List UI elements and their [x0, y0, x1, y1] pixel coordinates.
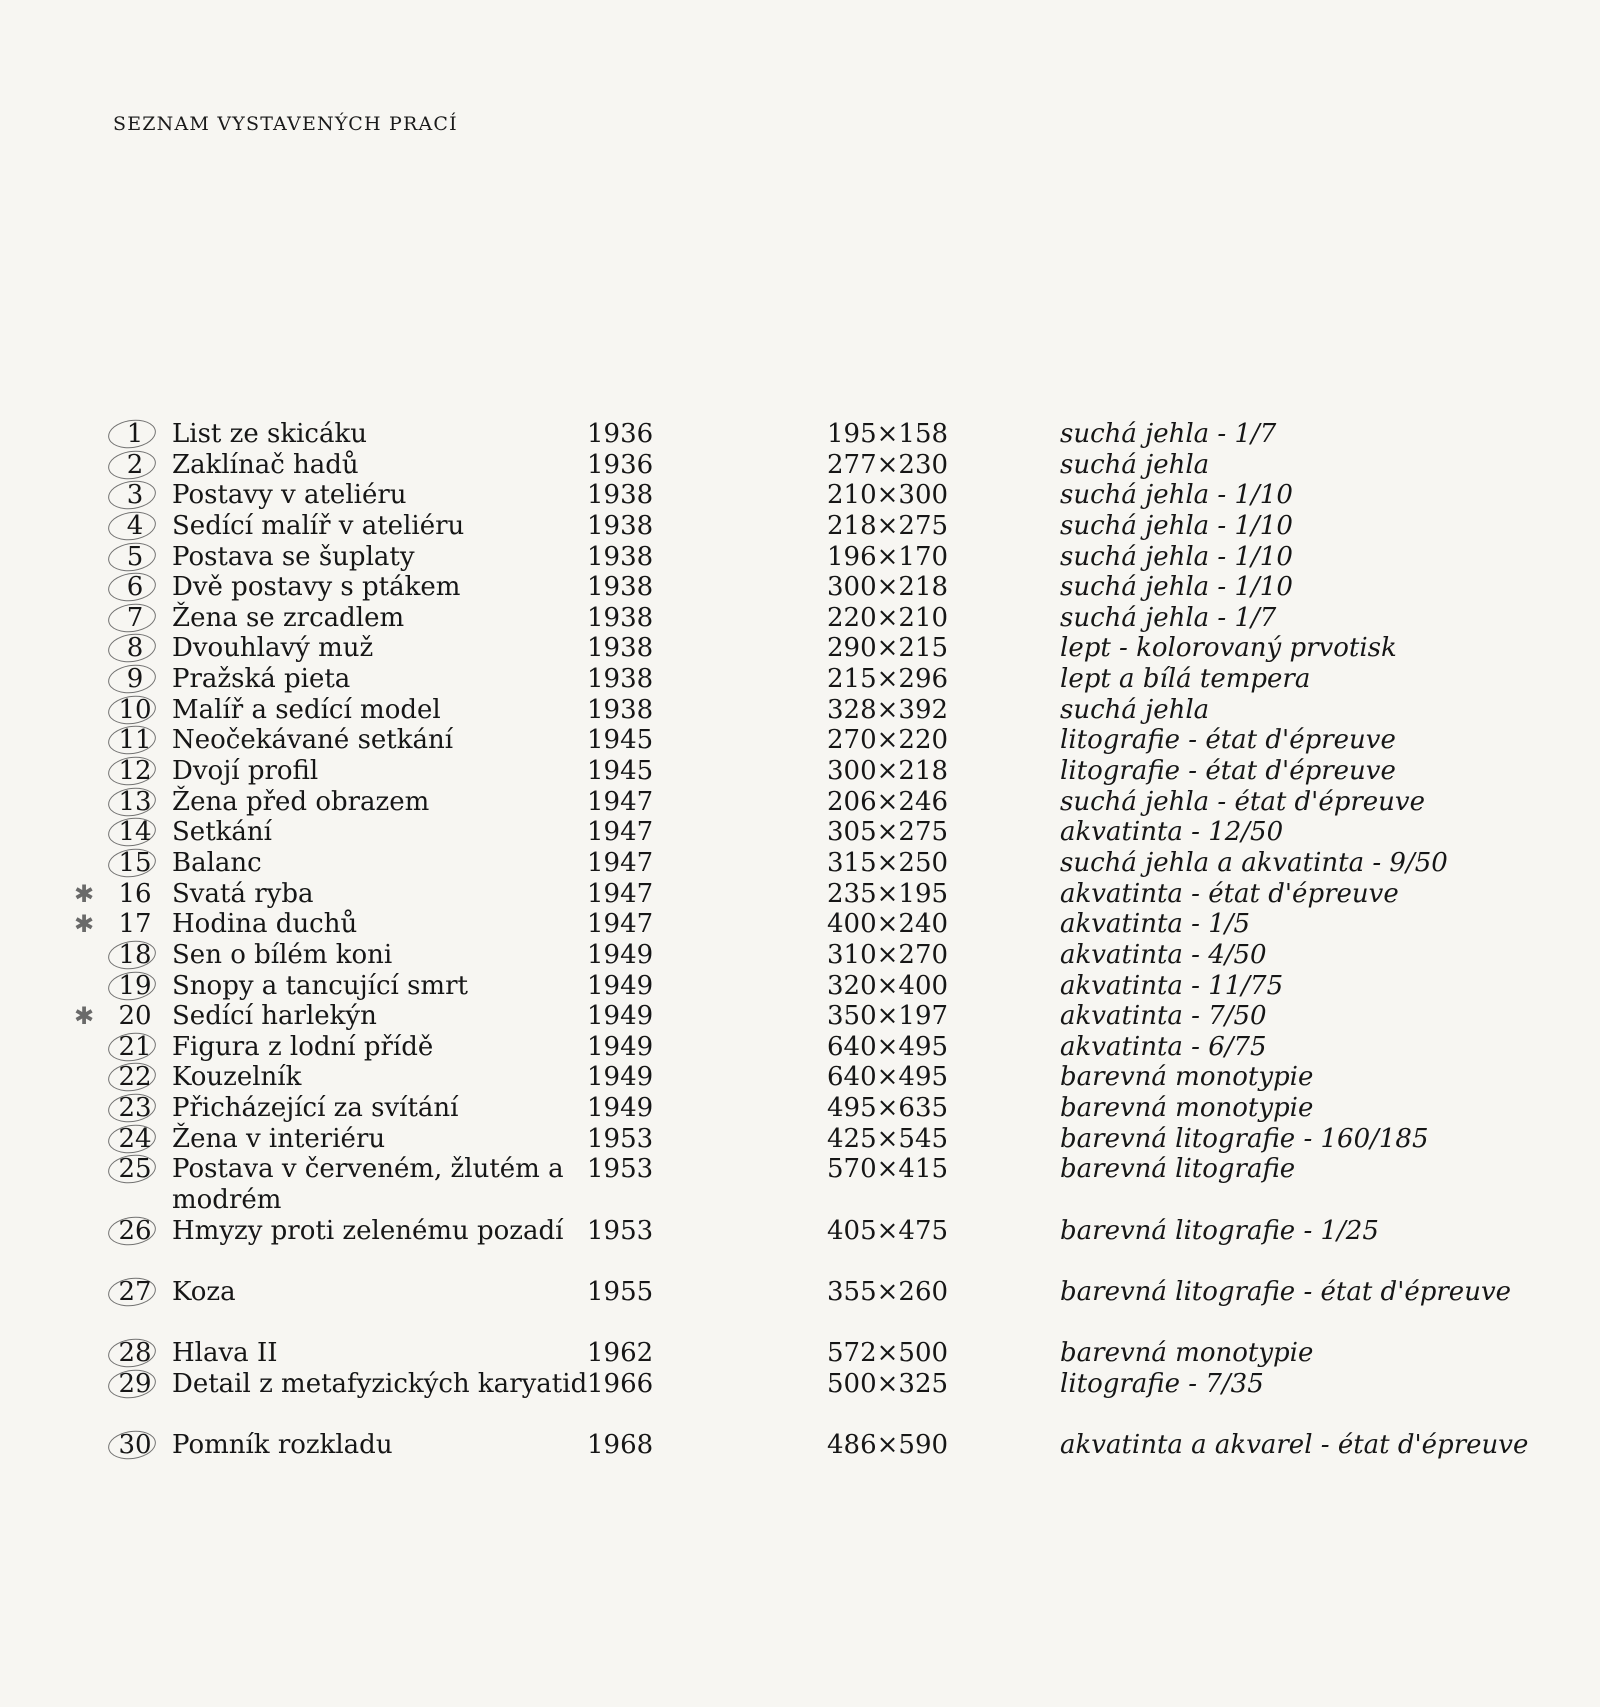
item-technique: barevná litografie	[1060, 1154, 1296, 1185]
item-year: 1968	[587, 1430, 654, 1461]
item-year: 1945	[587, 756, 654, 787]
item-dimensions: 196×170	[827, 541, 949, 572]
item-year: 1953	[587, 1154, 654, 1185]
list-item	[0, 940, 1600, 971]
item-title: Sen o bílém koni	[172, 939, 393, 970]
item-title: Žena se zrcadlem	[172, 602, 405, 633]
item-technique: suchá jehla - 1/10	[1060, 541, 1293, 572]
list-item	[0, 511, 1600, 542]
item-number: 9	[126, 664, 144, 695]
item-number: 26	[118, 1215, 152, 1246]
item-number: 5	[126, 541, 144, 572]
list-item	[0, 756, 1600, 787]
list-item	[0, 1032, 1600, 1063]
item-technique: suchá jehla - 1/7	[1060, 419, 1277, 449]
item-title: Pražská pieta	[172, 664, 351, 695]
item-year: 1949	[587, 1001, 654, 1032]
item-title: Malíř a sedící model	[172, 694, 441, 725]
item-technique: lept a bílá tempera	[1060, 664, 1311, 695]
item-year: 1945	[587, 725, 654, 756]
item-technique: barevná litografie - état d'épreuve	[1060, 1276, 1512, 1307]
item-number: 10	[118, 694, 152, 725]
list-item	[0, 1338, 1600, 1369]
item-number: 14	[118, 817, 152, 848]
item-dimensions: 305×275	[827, 817, 949, 848]
item-title: Postavy v ateliéru	[172, 480, 407, 511]
item-dimensions: 315×250	[827, 847, 949, 878]
item-title: Neočekávané setkání	[172, 725, 454, 756]
item-number: 6	[126, 572, 144, 603]
item-technique: suchá jehla - état d'épreuve	[1060, 786, 1425, 817]
item-year: 1949	[587, 939, 654, 970]
item-year: 1949	[587, 1062, 654, 1093]
item-number: 12	[118, 756, 152, 787]
item-year: 1953	[587, 1123, 654, 1154]
item-technique: suchá jehla	[1060, 449, 1210, 480]
list-item	[0, 909, 1600, 940]
item-dimensions: 300×218	[827, 756, 949, 787]
list-item	[0, 879, 1600, 910]
item-year: 1947	[587, 847, 654, 878]
item-technique: suchá jehla a akvatinta - 9/50	[1060, 847, 1448, 878]
item-title: Sedící malíř v ateliéru	[172, 510, 465, 541]
item-title: Žena před obrazem	[172, 786, 430, 817]
item-title: Balanc	[172, 847, 262, 878]
list-item	[0, 633, 1600, 664]
list-item	[0, 1277, 1600, 1338]
item-number: 2	[126, 449, 144, 480]
item-number: 11	[118, 725, 152, 756]
item-title: Hlava II	[172, 1338, 278, 1369]
item-dimensions: 210×300	[827, 480, 949, 511]
item-technique: litografie - état d'épreuve	[1060, 725, 1396, 756]
item-technique: lept - kolorovaný prvotisk	[1060, 633, 1397, 664]
item-year: 1936	[587, 419, 654, 449]
list-item	[0, 1216, 1600, 1277]
item-dimensions: 235×195	[827, 878, 949, 909]
item-number: 16	[118, 878, 152, 909]
pencil-asterisk-mark: ✱	[74, 910, 95, 939]
item-technique: akvatinta - 4/50	[1060, 939, 1267, 970]
item-technique: akvatinta - 11/75	[1060, 970, 1284, 1001]
list-item	[0, 480, 1600, 511]
item-title: Koza	[172, 1276, 236, 1307]
item-title: Postava se šuplaty	[172, 541, 415, 572]
item-dimensions: 640×495	[827, 1031, 949, 1062]
item-dimensions: 486×590	[827, 1430, 949, 1461]
item-dimensions: 300×218	[827, 572, 949, 603]
item-technique: suchá jehla - 1/7	[1060, 602, 1277, 633]
item-year: 1938	[587, 694, 654, 725]
item-dimensions: 195×158	[827, 419, 949, 449]
item-title: Zaklínač hadů	[172, 449, 359, 480]
item-technique: akvatinta - état d'épreuve	[1060, 878, 1399, 909]
item-number: 15	[118, 847, 152, 878]
item-dimensions: 640×495	[827, 1062, 949, 1093]
item-title: List ze skicáku	[172, 419, 367, 449]
item-dimensions: 218×275	[827, 510, 949, 541]
item-title: Postava v červeném, žlutém a modrém	[172, 1154, 564, 1216]
item-year: 1938	[587, 602, 654, 633]
item-title: Kouzelník	[172, 1062, 302, 1093]
item-number: 29	[118, 1368, 152, 1399]
list-item	[0, 1001, 1600, 1032]
list-item	[0, 817, 1600, 848]
item-title: Svatá ryba	[172, 878, 314, 909]
item-number: 20	[118, 1001, 152, 1032]
item-number: 4	[126, 510, 144, 541]
item-title: Pomník rozkladu	[172, 1430, 393, 1461]
list-item	[0, 1369, 1600, 1430]
pencil-asterisk-mark: ✱	[74, 879, 95, 908]
item-year: 1953	[587, 1215, 654, 1246]
item-title: Detail z metafyzických karyatid	[172, 1368, 588, 1399]
list-item	[0, 1062, 1600, 1093]
list-item	[0, 971, 1600, 1002]
item-number: 17	[118, 909, 152, 940]
item-number: 22	[118, 1062, 152, 1093]
item-technique: suchá jehla	[1060, 694, 1210, 725]
item-number: 1	[126, 419, 144, 449]
item-title: Žena v interiéru	[172, 1123, 386, 1154]
list-item	[0, 1093, 1600, 1124]
item-dimensions: 215×296	[827, 664, 949, 695]
item-dimensions: 277×230	[827, 449, 949, 480]
item-number: 27	[118, 1276, 152, 1307]
item-dimensions: 328×392	[827, 694, 949, 725]
list-item	[0, 603, 1600, 634]
item-number: 21	[118, 1031, 152, 1062]
item-dimensions: 220×210	[827, 602, 949, 633]
item-technique: barevná monotypie	[1060, 1338, 1314, 1369]
item-technique: akvatinta - 12/50	[1060, 817, 1284, 848]
item-technique: suchá jehla - 1/10	[1060, 572, 1293, 603]
works-list	[0, 419, 1600, 1492]
list-item	[0, 419, 1600, 450]
item-number: 19	[118, 970, 152, 1001]
item-number: 18	[118, 939, 152, 970]
page-title: SEZNAM VYSTAVENÝCH PRACÍ	[113, 113, 458, 135]
item-year: 1955	[587, 1276, 654, 1307]
item-dimensions: 495×635	[827, 1093, 949, 1124]
list-item	[0, 1154, 1600, 1215]
item-technique: barevná monotypie	[1060, 1093, 1314, 1124]
item-technique: barevná litografie - 1/25	[1060, 1215, 1379, 1246]
item-number: 24	[118, 1123, 152, 1154]
item-dimensions: 355×260	[827, 1276, 949, 1307]
list-item	[0, 450, 1600, 481]
item-title: Setkání	[172, 817, 272, 848]
item-number: 30	[118, 1430, 152, 1461]
item-year: 1938	[587, 572, 654, 603]
list-item	[0, 725, 1600, 756]
item-technique: barevná litografie - 160/185	[1060, 1123, 1429, 1154]
item-year: 1949	[587, 1031, 654, 1062]
item-year: 1966	[587, 1368, 654, 1399]
item-technique: litografie - état d'épreuve	[1060, 756, 1396, 787]
item-year: 1947	[587, 786, 654, 817]
item-title: Dvě postavy s ptákem	[172, 572, 461, 603]
item-year: 1949	[587, 970, 654, 1001]
item-dimensions: 500×325	[827, 1368, 949, 1399]
item-dimensions: 350×197	[827, 1001, 949, 1032]
list-item	[0, 695, 1600, 726]
item-technique: suchá jehla - 1/10	[1060, 510, 1293, 541]
item-dimensions: 572×500	[827, 1338, 949, 1369]
list-item	[0, 787, 1600, 818]
list-item	[0, 1124, 1600, 1155]
item-title: Snopy a tancující smrt	[172, 970, 468, 1001]
item-dimensions: 206×246	[827, 786, 949, 817]
list-item	[0, 542, 1600, 573]
item-dimensions: 320×400	[827, 970, 949, 1001]
item-title: Hodina duchů	[172, 909, 358, 940]
item-year: 1938	[587, 541, 654, 572]
item-year: 1938	[587, 664, 654, 695]
item-title: Hmyzy proti zelenému pozadí	[172, 1215, 564, 1246]
item-dimensions: 570×415	[827, 1154, 949, 1185]
item-dimensions: 425×545	[827, 1123, 949, 1154]
item-title: Dvojí profil	[172, 756, 319, 787]
item-number: 28	[118, 1338, 152, 1369]
item-title: Sedící harlekýn	[172, 1001, 377, 1032]
item-number: 7	[126, 602, 144, 633]
item-technique: akvatinta - 6/75	[1060, 1031, 1267, 1062]
list-item	[0, 848, 1600, 879]
item-technique: akvatinta - 7/50	[1060, 1001, 1267, 1032]
item-dimensions: 405×475	[827, 1215, 949, 1246]
list-item	[0, 572, 1600, 603]
item-dimensions: 290×215	[827, 633, 949, 664]
item-year: 1938	[587, 480, 654, 511]
item-technique: litografie - 7/35	[1060, 1368, 1264, 1399]
item-technique: barevná monotypie	[1060, 1062, 1314, 1093]
item-year: 1947	[587, 817, 654, 848]
item-dimensions: 400×240	[827, 909, 949, 940]
item-year: 1947	[587, 909, 654, 940]
item-technique: suchá jehla - 1/10	[1060, 480, 1293, 511]
item-year: 1949	[587, 1093, 654, 1124]
item-number: 13	[118, 786, 152, 817]
item-dimensions: 310×270	[827, 939, 949, 970]
item-technique: akvatinta - 1/5	[1060, 909, 1251, 940]
pencil-asterisk-mark: ✱	[74, 1002, 95, 1031]
item-number: 23	[118, 1093, 152, 1124]
item-number: 3	[126, 480, 144, 511]
item-technique: akvatinta a akvarel - état d'épreuve	[1060, 1430, 1529, 1461]
item-year: 1947	[587, 878, 654, 909]
item-title: Dvouhlavý muž	[172, 633, 374, 664]
item-year: 1938	[587, 510, 654, 541]
item-year: 1962	[587, 1338, 654, 1369]
item-year: 1936	[587, 449, 654, 480]
list-item	[0, 1430, 1600, 1491]
item-title: Přicházející za svítání	[172, 1093, 459, 1124]
item-number: 25	[118, 1154, 152, 1185]
item-title: Figura z lodní přídě	[172, 1031, 434, 1062]
item-dimensions: 270×220	[827, 725, 949, 756]
item-year: 1938	[587, 633, 654, 664]
list-item	[0, 664, 1600, 695]
item-number: 8	[126, 633, 144, 664]
